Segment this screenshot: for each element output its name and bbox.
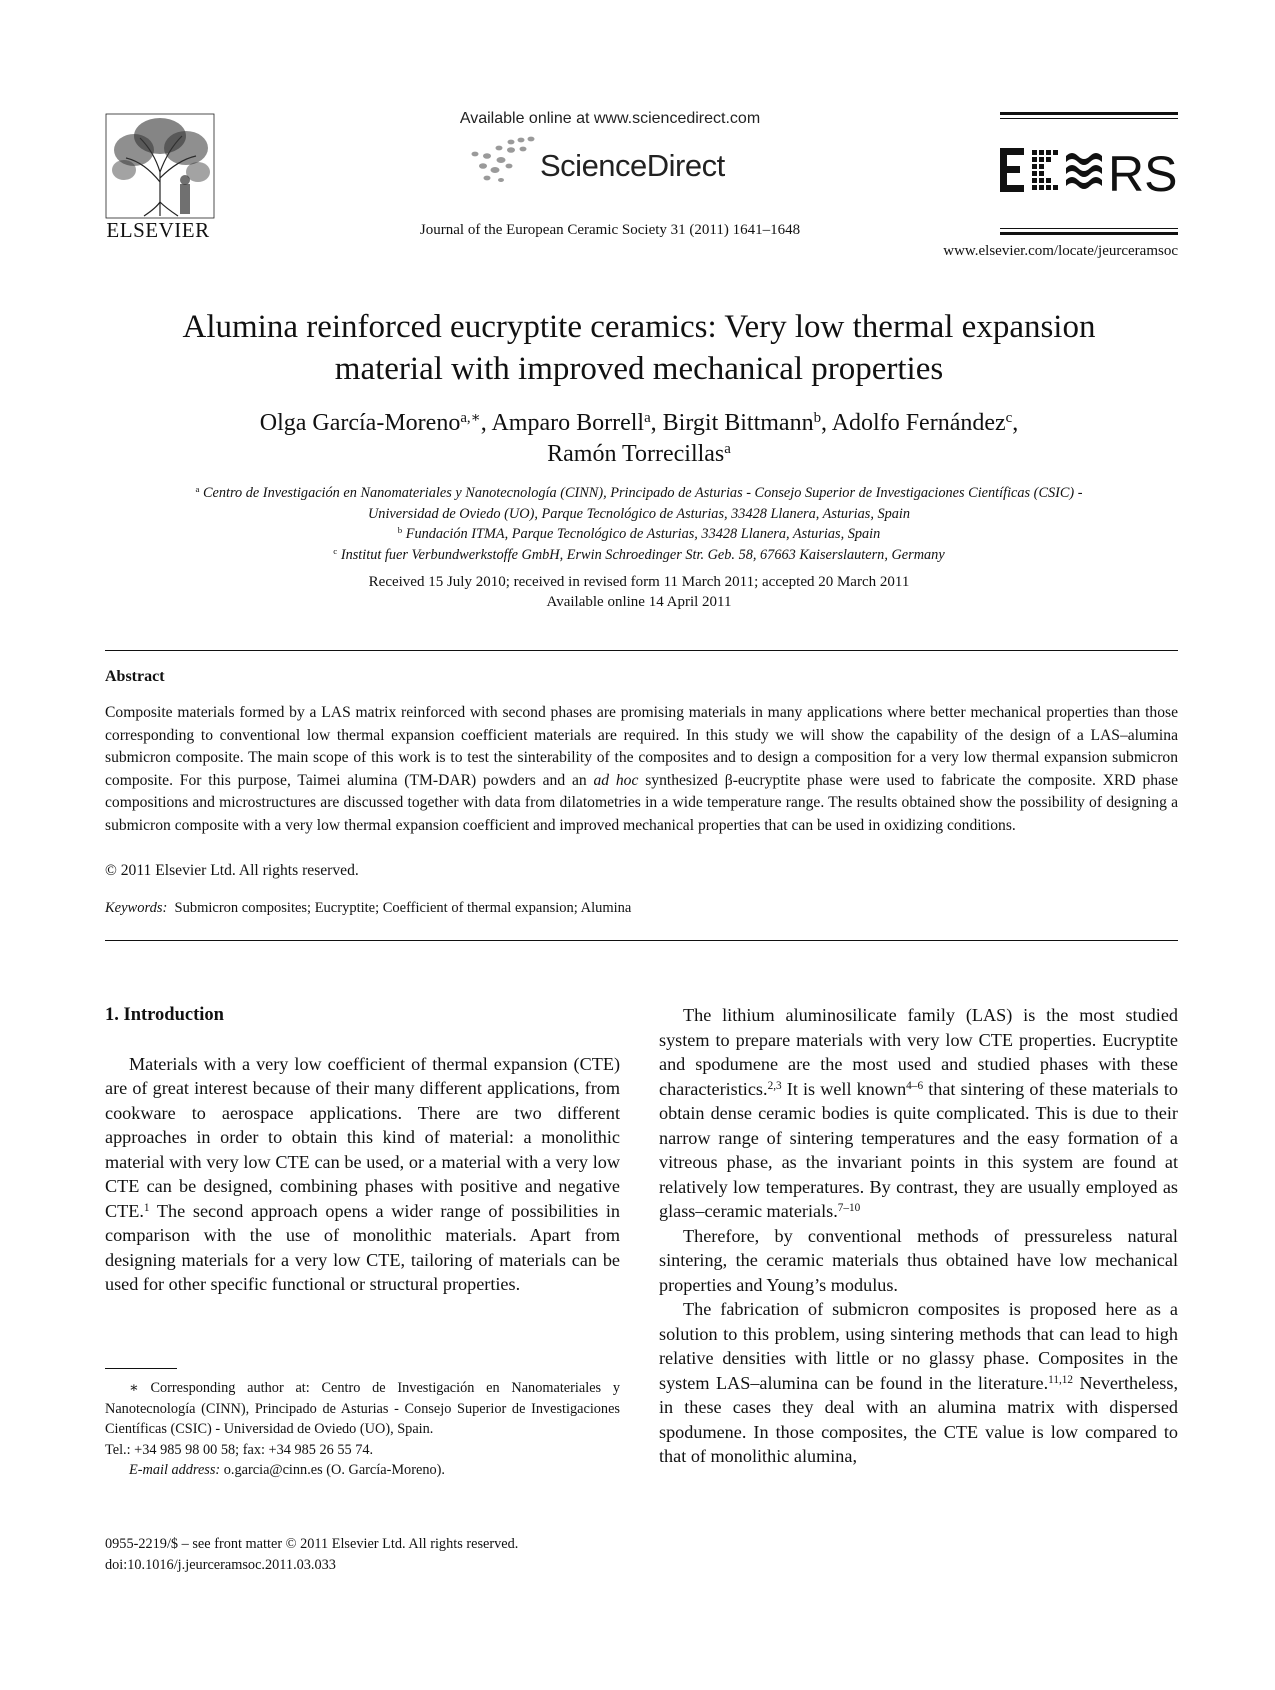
author-separator: , — [821, 410, 832, 436]
affiliations — [100, 483, 1178, 565]
doi-line[interactable]: doi:10.1016/j.jeurceramsoc.2011.03.033 — [105, 1556, 336, 1573]
abstract-heading: Abstract — [105, 668, 165, 685]
body-text: The lithium aluminosilicate family (LAS) is the most studied system to prepare materials with very low CTE properties. Eucryptite and spodumene are the most used and studied phases with these characteristics. — [659, 1005, 1178, 1099]
right-column — [659, 1003, 1178, 1469]
journal-citation: Journal of the European Ceramic Society 31 (2011) 1641–1648 — [419, 222, 801, 238]
abstract-copyright: © 2011 Elsevier Ltd. All rights reserved. — [105, 862, 359, 879]
body-paragraph: Therefore, by conventional methods of pressureless natural sintering, the ceramic materials thus obtained have low mechanical properties and Young’s modulus. — [659, 1225, 1178, 1295]
author-separator: , — [1012, 410, 1019, 436]
author-name[interactable]: Birgit Bittmann — [662, 410, 814, 436]
affiliation-text: Universidad de Oviedo (UO), Parque Tecnológico de Asturias, 33428 Llanera, Asturias, Spain — [367, 505, 911, 522]
ecers-bottom-rule-thin — [1000, 228, 1178, 229]
left-column — [105, 1003, 620, 1297]
affiliation-text: Centro de Investigación en Nanomateriales y Nanotecnología (CINN), Principado de Asturias - Consejo Superior de Investigaciones Científicas (CSIC) - — [202, 485, 1083, 501]
received-dates: Received 15 July 2010; received in revised form 11 March 2011; accepted 20 March 2011 — [368, 574, 910, 590]
ecers-top-rule-thin — [1000, 118, 1178, 119]
author-name[interactable]: Ramón Torrecillas — [547, 441, 725, 467]
author-list — [100, 408, 1178, 470]
author-affiliation-marker: a — [724, 440, 731, 457]
abstract-top-rule — [105, 650, 1178, 651]
author-name[interactable]: Amparo Borrell — [491, 410, 645, 436]
body-text: The fabrication of submicron composites is proposed here as a solution to this problem, using sintering methods that can lead to high relative densities with little or no glassy phase. Composites in the system LAS–alumina can be found in the literature. — [659, 1299, 1178, 1393]
elsevier-wordmark: ELSEVIER — [106, 218, 210, 242]
ecers-bottom-rule — [1000, 232, 1178, 235]
abstract-bottom-rule — [105, 940, 1178, 941]
body-text: Materials with a very low coefficient of thermal expansion (CTE) are of great interest because of their many different applications, from cookware to aerospace applications. There are two different approaches in order to obtain this kind of material: a monolithic material with very low CTE can be used, or a material with a very low CTE can be designed, combining phases with positive and negative CTE. — [105, 1053, 620, 1221]
article-title — [100, 306, 1178, 390]
reference-marker[interactable]: 4–6 — [906, 1079, 924, 1092]
reference-marker[interactable]: 2,3 — [767, 1079, 782, 1092]
affiliation-text: Institut fuer Verbundwerkstoffe GmbH, Erwin Schroedinger Str. Geb. 58, 67663 Kaiserslautern, Germany — [340, 546, 945, 563]
author-name[interactable]: Adolfo Fernández — [831, 410, 1006, 436]
section-heading-introduction: 1. Introduction — [105, 1005, 224, 1025]
author-name[interactable]: Olga García-Moreno — [259, 410, 461, 436]
reference-marker[interactable]: 1 — [143, 1201, 150, 1214]
email-address[interactable]: o.garcia@cinn.es (O. García-Moreno). — [220, 1462, 445, 1478]
reference-marker[interactable]: 11,12 — [1048, 1373, 1074, 1386]
sciencedirect-wordmark: ScienceDirect — [540, 148, 725, 183]
body-text: The second approach opens a wider range of possibilities in comparison with the use of monolithic materials. Apart from designing materials for a very low CTE, tailoring of materials can be used for other specific functional or structural properties. — [105, 1200, 620, 1294]
affiliation-marker: a — [195, 484, 200, 495]
ecers-top-rule — [1000, 112, 1178, 115]
corresponding-author-footnote — [105, 1378, 620, 1481]
body-paragraph — [105, 1052, 620, 1297]
abstract-text-part: synthesized β-eucryptite phase were used to fabricate the composite. XRD phase compositions and microstructures are discussed together with data from dilatometries in a wide temperature range. The results obtained show the possibility of designing a submicron composite with a very low thermal expansion coefficient and improved mechanical properties that can be used in oxidizing conditions. — [105, 771, 1178, 834]
body-paragraph — [659, 1003, 1178, 1224]
body-text: It is well known — [781, 1078, 907, 1099]
available-date: Available online 14 April 2011 — [546, 594, 732, 610]
footnote-phone: Tel.: +34 985 98 00 58; fax: +34 985 26 55 74. — [105, 1441, 374, 1458]
article-history — [100, 572, 1178, 612]
journal-url[interactable]: www.elsevier.com/locate/jeurceramsoc — [943, 243, 1178, 259]
keywords-label: Keywords: — [105, 900, 168, 916]
author-affiliation-marker: a — [644, 409, 651, 426]
abstract-text-part: Composite materials formed by a LAS matrix reinforced with second phases are promising materials in many applications where better mechanical properties than those corresponding to conventional low thermal expansion coefficient materials are required. In this study we will show the capability of the design of a LAS–alumina submicron composite. The main scope of this work is to test the sinterability of the composites and to design a composition for a very low thermal expansion submicron composite. For this purpose, Taimei alumina (TM-DAR) powders and an — [105, 704, 1178, 789]
reference-marker[interactable]: 7–10 — [837, 1201, 861, 1214]
svg-text:RS: RS — [1108, 146, 1178, 196]
issn-line: 0955-2219/$ – see front matter © 2011 Elsevier Ltd. All rights reserved. — [105, 1536, 519, 1552]
ecers-society-logo — [1000, 146, 1178, 196]
footnote-rule — [105, 1368, 177, 1369]
author-separator: , — [480, 410, 492, 436]
abstract-italic-phrase: ad hoc — [593, 771, 639, 789]
keywords-list: Submicron composites; Eucryptite; Coefficient of thermal expansion; Alumina — [174, 900, 632, 916]
affiliation-text: Fundación ITMA, Parque Tecnológico de Asturias, 33428 Llanera, Asturias, Spain — [405, 526, 881, 542]
author-affiliation-marker: a,∗ — [460, 409, 481, 426]
body-text: that sintering of these materials to obtain dense ceramic bodies is quite complicated. This is due to their narrow range of sintering temperatures and the easy formation of a vitreous phase, as the invariant points in this system are found at relatively low temperatures. By contrast, they are usually employed as glass–ceramic materials. — [659, 1078, 1178, 1221]
body-text: Nevertheless, in these cases they deal with an alumina matrix with dispersed spodumene. In those composites, the CTE value is low compared to that of monolithic alumina, — [659, 1372, 1178, 1466]
title-line-1: Alumina reinforced eucryptite ceramics: Very low thermal expansion — [182, 309, 1096, 345]
author-affiliation-marker: b — [813, 409, 822, 426]
title-line-2: material with improved mechanical properties — [334, 351, 944, 387]
affiliation-marker: c — [333, 545, 338, 556]
affiliation-marker: b — [397, 525, 403, 536]
email-label: E-mail address: — [129, 1462, 221, 1478]
abstract-text — [105, 702, 1178, 837]
footnote-text: Corresponding author at: Centro de Investigación en Nanomateriales y Nanotecnología (CINN), Principado de Asturias - Consejo Superior de Investigaciones Científicas (CSIC) - Universidad de Oviedo (UO), Spain. — [105, 1380, 620, 1437]
body-paragraph — [659, 1297, 1178, 1469]
author-separator: , — [650, 410, 663, 436]
footnote-marker: ∗ — [129, 1380, 139, 1396]
available-online-text[interactable]: Available online at www.sciencedirect.com — [459, 110, 761, 127]
author-affiliation-marker: c — [1005, 409, 1013, 426]
front-matter — [105, 1534, 518, 1575]
keywords — [105, 900, 631, 917]
